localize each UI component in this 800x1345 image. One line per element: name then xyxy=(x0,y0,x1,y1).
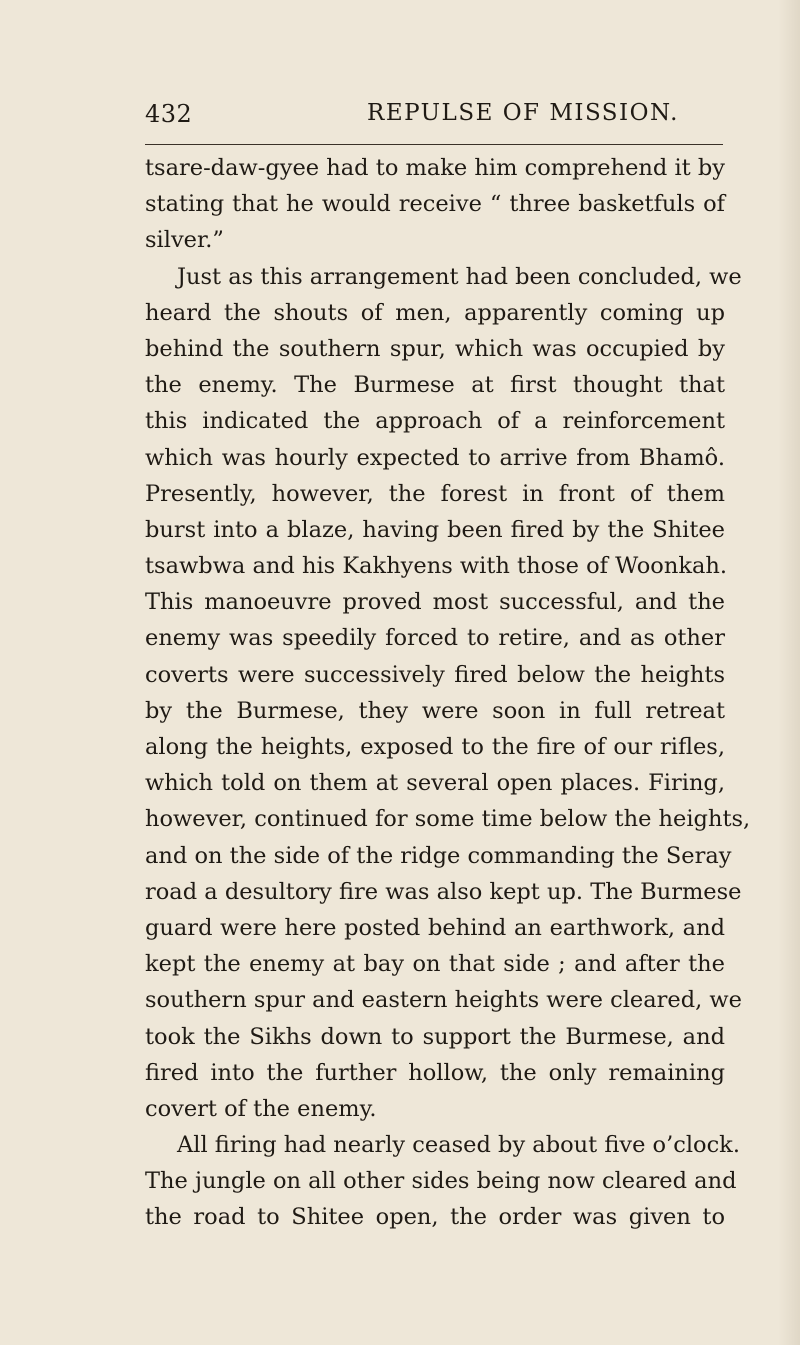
text-line: along the heights, exposed to the fire of our rifles, xyxy=(145,734,725,760)
page-edge-shadow xyxy=(778,0,800,1345)
text-line: enemy was speedily forced to retire, and as other xyxy=(145,625,725,652)
text-line: tsawbwa and his Kakhyens with those of Woonkah. xyxy=(145,553,728,580)
text-line: road a desultory fire was also kept up. The Burmese xyxy=(145,878,742,905)
text-line: the road to Shitee open, the order was given to xyxy=(145,1204,725,1231)
text-line: All firing had nearly ceased by about five o’clock. xyxy=(177,1132,740,1159)
text-line: tsare-daw-gyee had to make him comprehend it by xyxy=(145,155,725,181)
text-line: Presently, however, the forest in front of them xyxy=(145,480,725,507)
text-line: southern spur and eastern heights were cleared, we xyxy=(145,987,742,1014)
text-line: This manoeuvre proved most successful, and the xyxy=(145,589,725,616)
body-text xyxy=(145,150,751,1236)
text-line: this indicated the approach of a reinforcement xyxy=(145,408,725,435)
text-line: The jungle on all other sides being now cleared and xyxy=(145,1168,737,1195)
text-line: which was hourly expected to arrive from Bhamô. xyxy=(145,444,725,471)
text-line: behind the southern spur, which was occupied by xyxy=(145,335,725,362)
text-line: the enemy. The Burmese at first thought that xyxy=(145,372,725,399)
page-number: 432 xyxy=(145,100,193,128)
running-head: REPULSE OF MISSION. xyxy=(367,100,679,126)
text-line: heard the shouts of men, apparently coming up xyxy=(145,299,725,326)
text-line: which told on them at several open places. Firing, xyxy=(145,770,725,797)
text-line: guard were here posted behind an earthwork, and xyxy=(145,914,725,941)
text-line: Just as this arrangement had been concluded, we xyxy=(177,263,742,290)
text-line: however, continued for some time below the heights, xyxy=(145,806,751,833)
text-line: kept the enemy at bay on that side ; and after the xyxy=(145,951,725,978)
header-rule xyxy=(145,144,723,145)
text-line: silver.” xyxy=(145,227,224,254)
text-line: took the Sikhs down to support the Burmese, and xyxy=(145,1023,725,1050)
text-line: burst into a blaze, having been fired by the Shitee xyxy=(145,516,725,543)
text-line: stating that he would receive “ three basketfuls of xyxy=(145,191,725,218)
text-line: and on the side of the ridge commanding the Seray xyxy=(145,842,732,869)
page-header xyxy=(145,100,720,140)
text-line: covert of the enemy. xyxy=(145,1095,377,1122)
text-line: by the Burmese, they were soon in full retreat xyxy=(145,697,725,724)
text-line: fired into the further hollow, the only remaining xyxy=(145,1059,725,1086)
text-line: coverts were successively fired below the heights xyxy=(145,661,725,688)
